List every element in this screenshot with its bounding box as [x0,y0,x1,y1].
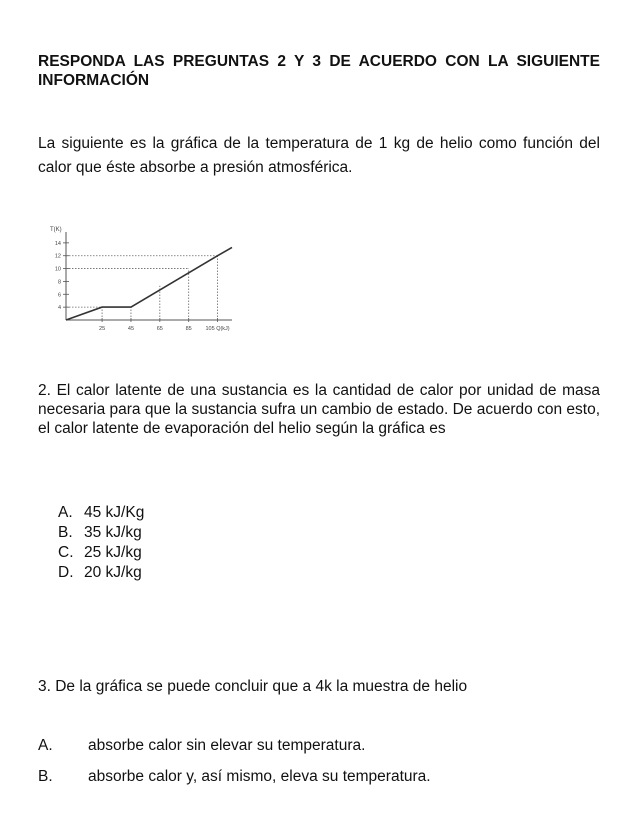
intro-paragraph: La siguiente es la gráfica de la temperatura de 1 kg de helio como función del calor que éste absorbe a presión atmosférica. [38,135,600,176]
series-line [66,247,232,320]
option-b[interactable] [58,523,144,543]
temperature-heat-chart [36,220,236,345]
option-text: absorbe calor y, así mismo, eleva su temperatura. [88,768,431,785]
question-3-text: 3. De la gráfica se puede concluir que a 4k la muestra de helio [38,678,468,695]
y-tick-label: 12 [54,253,61,260]
y-axis-label: T(K) [50,227,62,233]
option-text: 20 kJ/kg [84,564,142,581]
q3-option-a[interactable] [38,736,365,755]
question-2-options [58,503,144,583]
option-letter: D. [58,564,74,581]
x-tick-label: 65 [156,326,163,332]
option-text: absorbe calor sin elevar su temperatura. [88,737,366,754]
x-tick-label: 105 Q(kJ) [205,326,230,332]
question-2-text: 2. El calor latente de una sustancia es la cantidad de calor por unidad de masa necesaria para que la sustancia sufra un cambio de estado. De acuerdo con esto, el calor latente de evaporación del helio según la gráfica es [38,382,600,437]
y-tick-label: 4 [57,305,61,312]
option-letter: C. [58,544,74,561]
section-heading: RESPONDA LAS PREGUNTAS 2 Y 3 DE ACUERDO CON LA SIGUIENTE INFORMACIÓN [38,53,600,89]
y-tick-label: 8 [57,279,61,286]
x-tick-label: 85 [185,326,192,332]
option-letter: B. [38,768,53,785]
x-tick-label: 45 [127,326,135,332]
y-tick-label: 10 [54,266,61,273]
y-tick-label: 6 [57,292,61,299]
x-tick-label: 25 [99,326,106,332]
q3-option-b[interactable] [38,767,431,786]
option-letter: A. [38,737,53,754]
option-text: 25 kJ/kg [84,544,142,561]
option-letter: B. [58,524,73,541]
option-text: 35 kJ/kg [84,524,142,541]
option-text: 45 kJ/Kg [84,504,145,521]
option-d[interactable] [58,563,144,583]
option-c[interactable] [58,543,144,563]
option-letter: A. [58,504,73,521]
y-tick-label: 14 [54,240,61,247]
option-a[interactable] [58,503,144,523]
